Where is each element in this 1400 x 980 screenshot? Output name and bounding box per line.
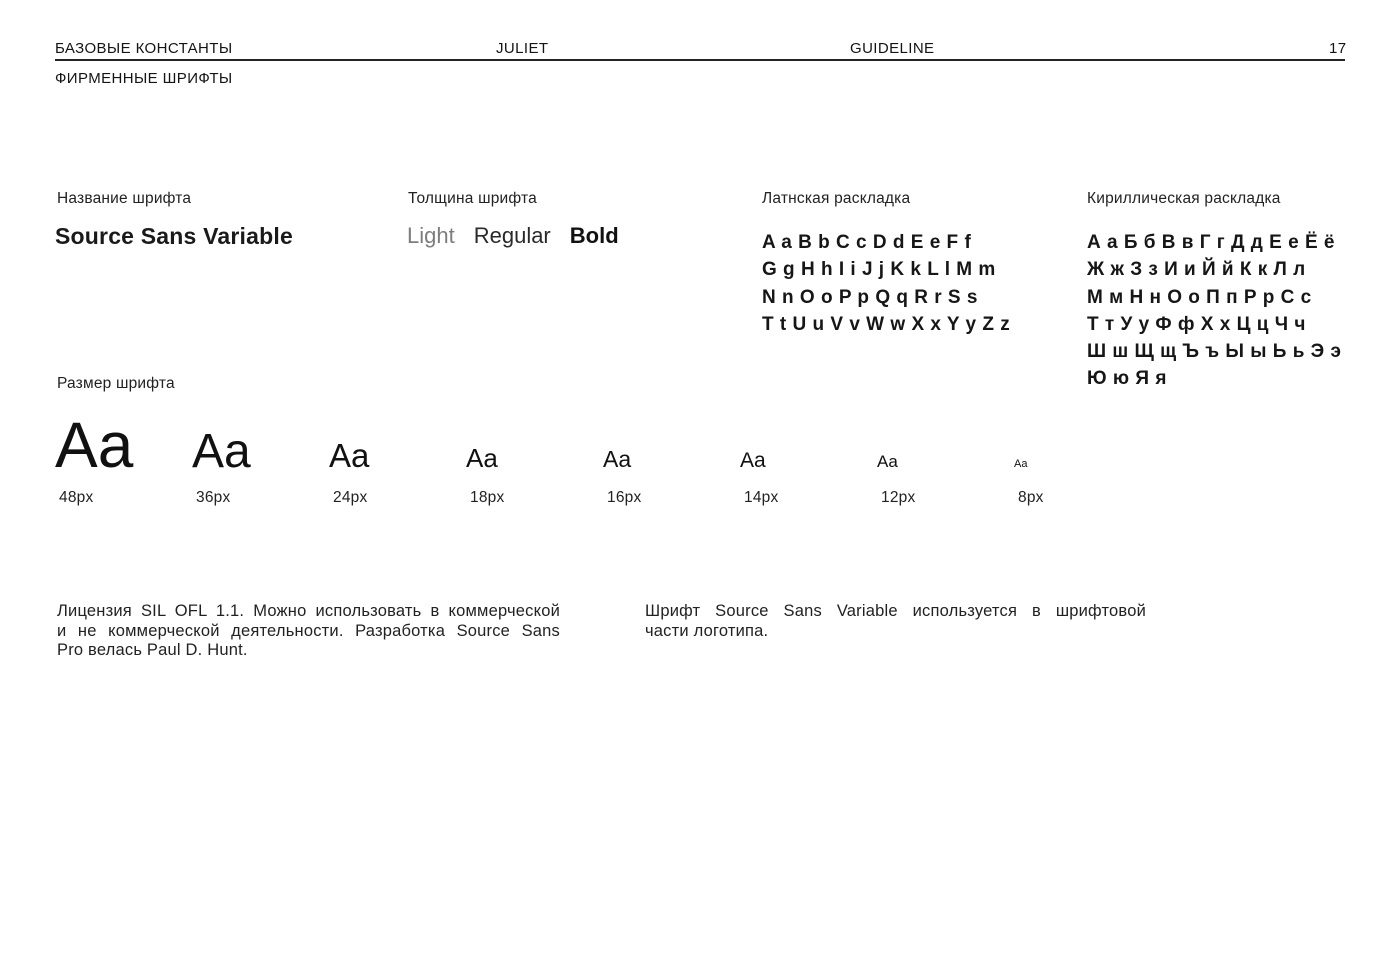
cyrillic-line: М м Н н О о П п Р р С с [1087, 286, 1312, 308]
paragraph-line: и не коммерческой деятельности. Разработка Source Sans [57, 621, 560, 640]
latin-specimen [762, 229, 1010, 338]
size-sample-36px: Aa [192, 425, 251, 478]
latin-line: N n O o P p Q q R r S s [762, 286, 978, 308]
page-subtitle: ФИРМЕННЫЕ ШРИФТЫ [55, 70, 233, 87]
paragraph-line: Шрифт Source Sans Variable используется в шрифтовой [645, 602, 1146, 620]
size-sample-24px: Aa [329, 437, 370, 474]
cyrillic-specimen [1087, 229, 1341, 393]
font-weight-label: Толщина шрифта [408, 190, 537, 207]
cyrillic-line: Ю ю Я я [1087, 368, 1167, 390]
size-sample-18px: Aa [466, 443, 498, 473]
usage-paragraph [645, 602, 1146, 641]
header-brand-name: JULIET [496, 40, 549, 57]
weight-bold-sample: Bold [569, 223, 619, 248]
size-sample-48px: Aa [55, 409, 134, 481]
latin-line: A a B b C c D d E e F f [762, 232, 972, 253]
cyrillic-line: Т т У у Ф ф Х х Ц ц Ч ч [1087, 313, 1306, 335]
size-value-label: 18px [470, 489, 505, 506]
font-name-value: Source Sans Variable [55, 223, 293, 249]
latin-line: G g H h I i J j K k L l M m [762, 259, 996, 281]
font-size-samples-row [55, 409, 1151, 481]
header-doc-label: GUIDELINE [850, 40, 935, 57]
size-sample-16px: Aa [603, 446, 632, 472]
weight-regular-sample: Regular [473, 223, 551, 248]
size-value-label: 16px [607, 489, 642, 506]
size-value-label: 24px [333, 489, 368, 506]
license-paragraph [57, 602, 560, 661]
font-weights-row [407, 223, 619, 249]
cyrillic-layout-label: Кириллическая раскладка [1087, 190, 1281, 207]
font-name-label: Название шрифта [57, 190, 192, 207]
size-sample-8px: Aa [1014, 458, 1028, 470]
latin-line: T t U u V v W w X x Y y Z z [762, 313, 1011, 335]
header-divider [55, 59, 1345, 61]
size-sample-12px: Aa [877, 452, 898, 471]
font-size-labels-row [55, 489, 1151, 507]
size-value-label: 12px [881, 489, 916, 506]
paragraph-line: Лицензия SIL OFL 1.1. Можно использовать в коммерческой [57, 602, 560, 620]
font-size-label: Размер шрифта [57, 375, 175, 392]
paragraph-line: Pro велась Paul D. Hunt. [57, 641, 248, 660]
size-value-label: 48px [59, 489, 94, 506]
size-value-label: 8px [1018, 489, 1044, 506]
header-section-title: БАЗОВЫЕ КОНСТАНТЫ [55, 40, 233, 57]
latin-layout-label: Латнская раскладка [762, 190, 911, 207]
size-value-label: 14px [744, 489, 779, 506]
cyrillic-line: Ж ж З з И и Й й К к Л л [1087, 259, 1306, 281]
cyrillic-line: Ш ш Щ щ Ъ ъ Ы ы Ь ь Э э [1087, 341, 1342, 363]
cyrillic-line: А а Б б В в Г г Д д Е е Ё ё [1087, 232, 1336, 253]
size-sample-14px: Aa [740, 449, 766, 472]
paragraph-line: части логотипа. [645, 621, 769, 640]
size-value-label: 36px [196, 489, 231, 506]
header-page-number: 17 [1329, 40, 1347, 57]
weight-light-sample: Light [407, 223, 455, 248]
